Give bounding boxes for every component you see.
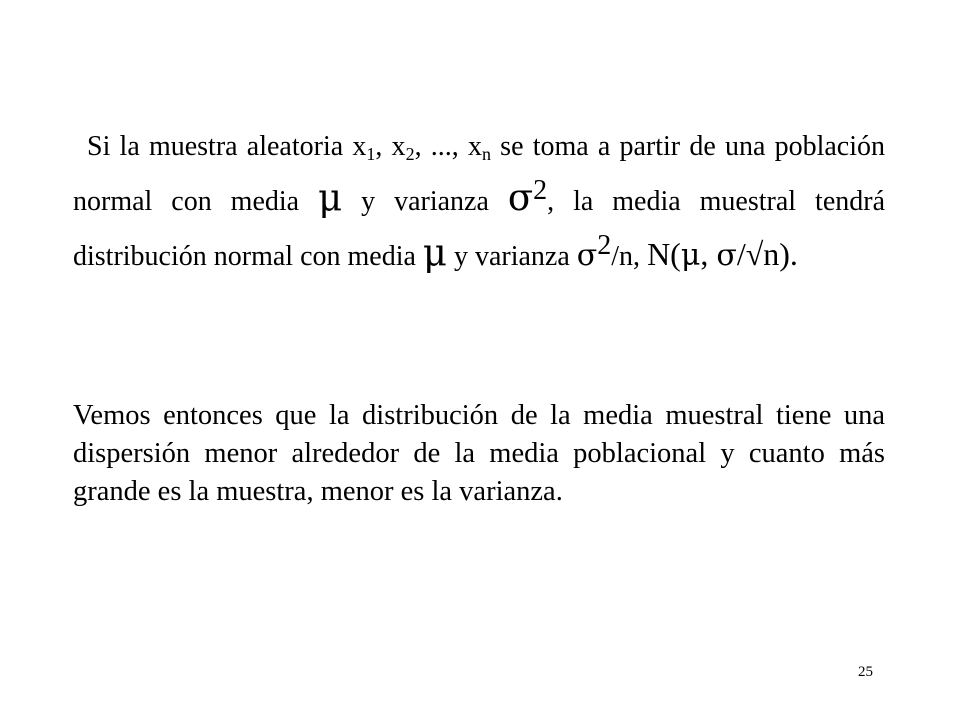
subscript-1: 1 [366, 144, 376, 164]
text-segment: se toma a partir de una población normal con media [73, 131, 885, 217]
formula-normal: N( [647, 236, 681, 272]
superscript-2: 2 [533, 175, 548, 206]
text-segment: y varianza [342, 186, 508, 217]
text-segment: , ..., x [414, 131, 482, 162]
paragraph-sampling-distribution [73, 121, 885, 282]
subscript-2: 2 [405, 144, 415, 164]
text-segment: Si la muestra aleatoria x [87, 131, 367, 162]
superscript-2: 2 [597, 230, 612, 261]
mu-symbol: μ [680, 238, 701, 273]
mu-symbol: μ [422, 231, 447, 274]
formula-comma: , [700, 236, 717, 272]
subscript-n: n [481, 144, 491, 164]
text-segment: , la media muestral tendrá distribución normal con media [73, 186, 886, 272]
sigma-symbol: σ [576, 238, 598, 273]
sigma-symbol: σ [716, 238, 737, 273]
mu-symbol: μ [318, 176, 343, 219]
text-segment: , x [375, 131, 406, 162]
paragraph-conclusion: Vemos entonces que la distribución de la media muestral tiene una dispersión menor alrededor de la media poblacional y cuanto más grande es la muestra, menor es la varianza. [73, 400, 885, 507]
text-segment: y varianza [446, 241, 577, 272]
sigma-symbol: σ [507, 176, 534, 219]
formula-sqrt-n: /√n). [736, 236, 798, 272]
text-segment: /n, [611, 241, 648, 272]
page-number: 25 [858, 664, 873, 680]
